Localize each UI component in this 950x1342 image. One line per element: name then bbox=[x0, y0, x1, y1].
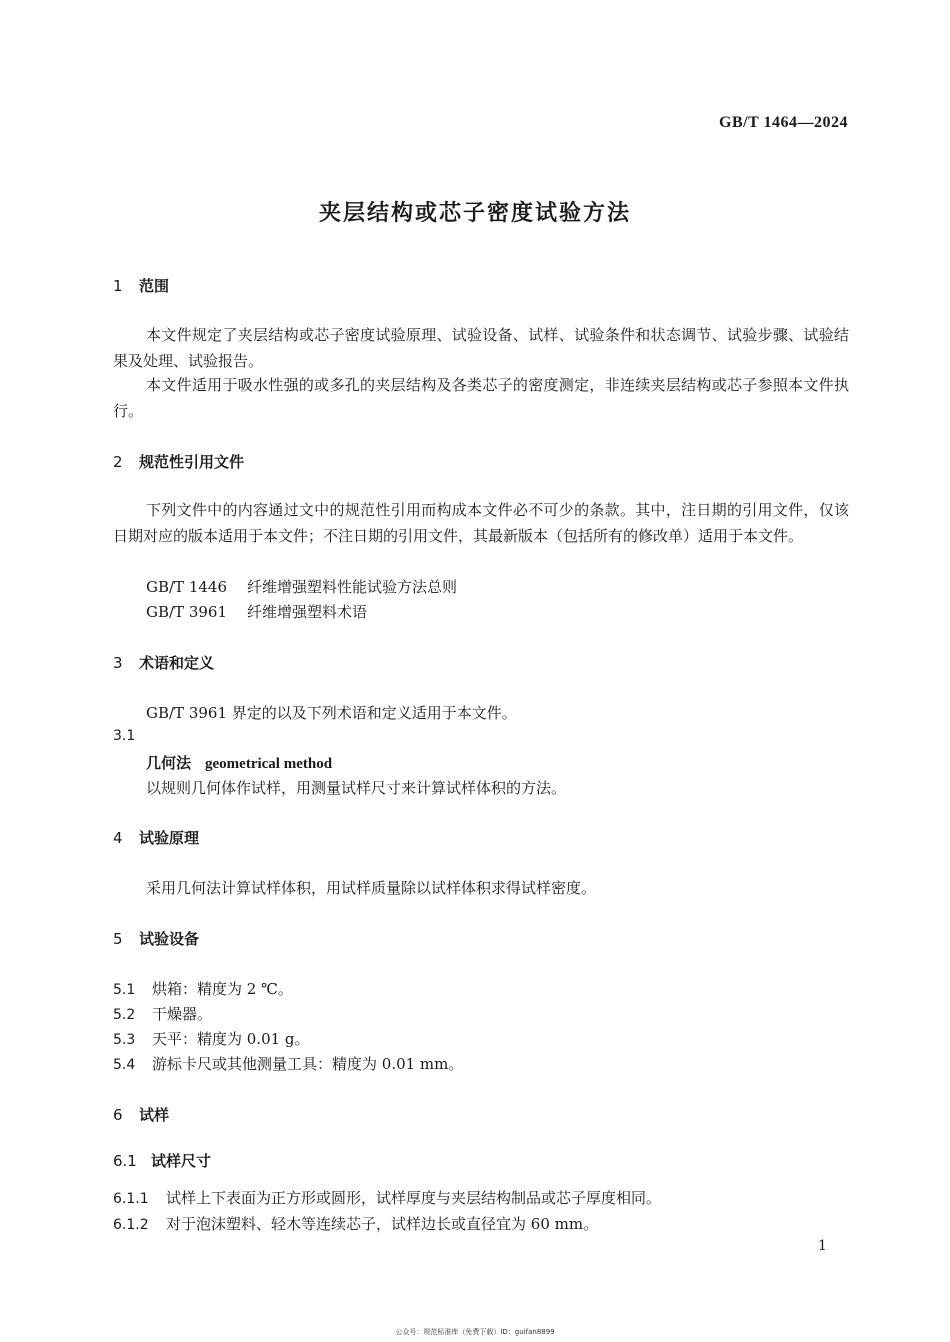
section-title: 范围 bbox=[139, 277, 170, 295]
equipment-item bbox=[113, 978, 293, 999]
reference-code: GB/T 1446 bbox=[146, 578, 228, 596]
term-name-cn: 几何法 bbox=[146, 754, 192, 772]
item-text: 天平：精度为 0.01 g。 bbox=[152, 1030, 310, 1048]
paragraph: 本文件适用于吸水性强的或多孔的夹层结构及各类芯子的密度测定，非连续夹层结构或芯子参照本文件执行。 bbox=[113, 376, 849, 420]
reference-code: GB/T 3961 bbox=[146, 603, 228, 621]
equipment-item bbox=[113, 1053, 463, 1074]
term-number: 3.1 bbox=[113, 728, 136, 744]
document-title: 夹层结构或芯子密度试验方法 bbox=[318, 201, 631, 226]
section-title: 试验原理 bbox=[139, 829, 200, 847]
reference-item bbox=[146, 576, 457, 597]
item-number: 5.3 bbox=[113, 1032, 136, 1048]
paragraph: 采用几何法计算试样体积，用试样质量除以试样体积求得试样密度。 bbox=[146, 879, 597, 897]
section-3-heading bbox=[113, 652, 214, 673]
section-1-heading bbox=[113, 275, 169, 296]
specimen-item bbox=[113, 1213, 598, 1234]
section-6-heading bbox=[113, 1104, 169, 1125]
term-name-en: geometrical method bbox=[205, 756, 333, 772]
subsection-heading bbox=[113, 1150, 211, 1171]
section-5-heading bbox=[113, 928, 199, 949]
item-number: 6.1.1 bbox=[113, 1191, 149, 1207]
section-2-heading bbox=[113, 451, 244, 472]
item-text: 干燥器。 bbox=[152, 1005, 213, 1023]
reference-title: 纤维增强塑料术语 bbox=[247, 603, 368, 621]
subsection-number: 6.1 bbox=[113, 1152, 137, 1170]
item-number: 5.1 bbox=[113, 982, 136, 998]
paragraph: 本文件规定了夹层结构或芯子密度试验原理、试验设备、试样、试验条件和状态调节、试验步骤、试验结果及处理、试验报告。 bbox=[113, 326, 849, 370]
item-text: 试样上下表面为正方形或圆形，试样厚度与夹层结构制品或芯子厚度相同。 bbox=[166, 1189, 662, 1207]
section-number: 6 bbox=[113, 1106, 123, 1124]
reference-title: 纤维增强塑料性能试验方法总则 bbox=[247, 578, 458, 596]
term-definition: 以规则几何体作试样，用测量试样尺寸来计算试样体积的方法。 bbox=[146, 779, 567, 797]
section-title: 规范性引用文件 bbox=[139, 453, 245, 471]
section-title: 试验设备 bbox=[139, 930, 200, 948]
section-title: 术语和定义 bbox=[139, 654, 215, 672]
item-number: 5.4 bbox=[113, 1057, 136, 1073]
item-number: 6.1.2 bbox=[113, 1217, 149, 1233]
section-number: 1 bbox=[113, 277, 123, 295]
section-4-heading bbox=[113, 827, 199, 848]
equipment-item bbox=[113, 1003, 212, 1024]
item-text: 对于泡沫塑料、轻木等连续芯子，试样边长或直径宜为 60 mm。 bbox=[166, 1215, 599, 1233]
item-text: 烘箱：精度为 2 ℃。 bbox=[152, 980, 293, 998]
specimen-item bbox=[113, 1187, 661, 1208]
paragraph: GB/T 3961 界定的以及下列术语和定义适用于本文件。 bbox=[146, 704, 517, 722]
paragraph: 下列文件中的内容通过文中的规范性引用而构成本文件必不可少的条款。其中，注日期的引用文件，仅该日期对应的版本适用于本文件；不注日期的引用文件，其最新版本（包括所有的修改单）适用于本文件。 bbox=[113, 501, 849, 545]
section-number: 2 bbox=[113, 453, 123, 471]
standard-number: GB/T 1464—2024 bbox=[719, 114, 848, 131]
section-number: 5 bbox=[113, 930, 123, 948]
section-number: 4 bbox=[113, 829, 123, 847]
item-number: 5.2 bbox=[113, 1007, 136, 1023]
page-number: 1 bbox=[818, 1238, 827, 1254]
equipment-item bbox=[113, 1028, 310, 1049]
section-title: 试样 bbox=[139, 1106, 170, 1124]
footer-text: 公众号：规范标准库（免费下载）ID：guifan8899 bbox=[395, 1328, 555, 1336]
section-number: 3 bbox=[113, 654, 123, 672]
reference-item bbox=[146, 601, 367, 622]
term-entry bbox=[146, 752, 332, 773]
subsection-title: 试样尺寸 bbox=[151, 1152, 212, 1170]
item-text: 游标卡尺或其他测量工具：精度为 0.01 mm。 bbox=[152, 1055, 464, 1073]
